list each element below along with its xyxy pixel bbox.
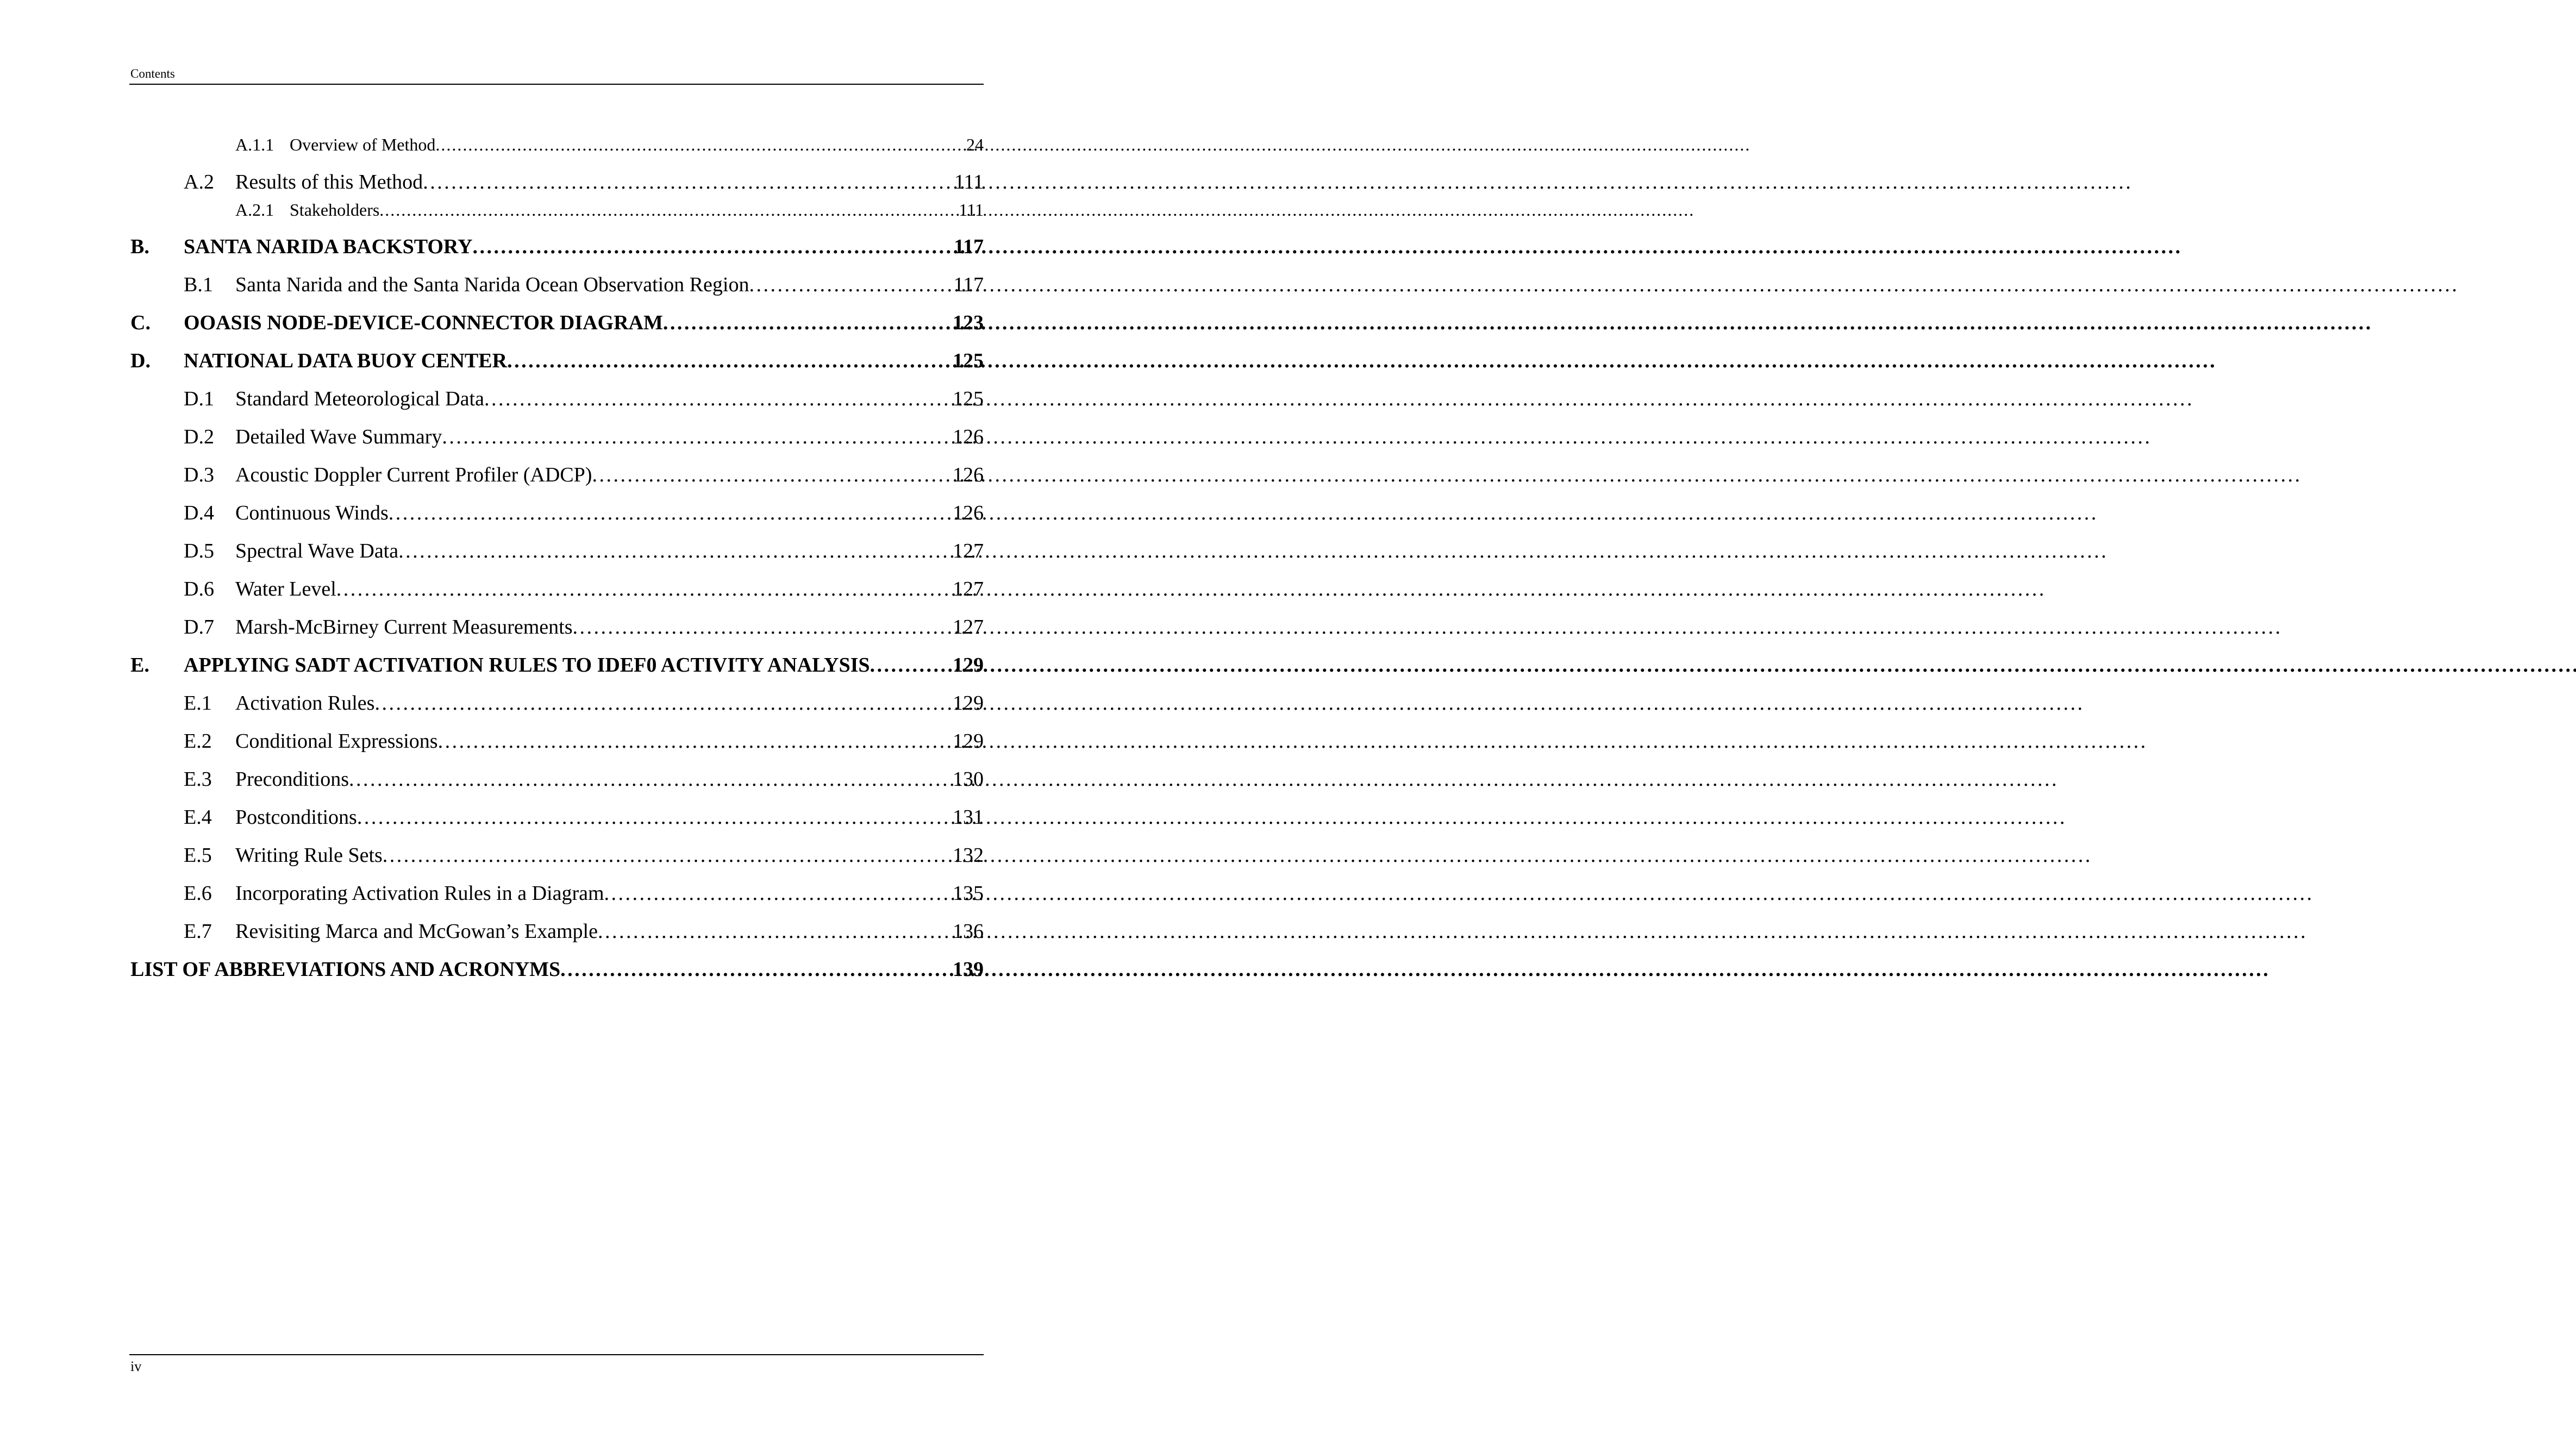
dot-leader [604,881,953,905]
toc-entry[interactable] [184,919,984,946]
toc-entry-number: D.6 [184,578,214,600]
toc-entry[interactable] [130,311,984,337]
toc-entry-number: D.1 [184,387,214,410]
dot-leader [749,273,953,297]
toc-entry-title: SANTA NARIDA BACKSTORY [184,235,473,258]
dot-leader [398,539,953,563]
toc-entry-page: 117 [953,273,984,296]
toc-entry-title: Water Level [235,578,336,600]
toc-entry-number: D.2 [184,425,214,448]
toc-entry-page: 129 [953,730,984,753]
toc-entry-number: E. [130,654,149,677]
toc-entry-page: 126 [953,425,984,448]
toc-entry-number: E.3 [184,768,212,791]
running-header: Contents [130,67,175,80]
toc-entry-title: Marsh-McBirney Current Measurements [235,616,573,638]
toc-entry-number: A.2.1 [235,200,274,220]
toc-entry-title: Conditional Expressions [235,730,438,753]
toc-entry-number: E.2 [184,730,212,753]
dot-leader [472,235,954,259]
toc-entry[interactable] [184,767,984,793]
toc-entry[interactable] [184,387,984,413]
toc-entry-number: B.1 [184,273,213,296]
dot-leader [383,843,953,867]
toc-entry-title: Results of this Method [235,171,423,193]
toc-entry-page: 126 [953,502,984,524]
toc-entry[interactable] [184,425,984,451]
toc-entry-page: 24 [966,135,984,154]
toc-entry-number: D. [130,349,151,372]
toc-entry-page: 117 [954,235,984,258]
toc-entry-title: Overview of Method [290,135,436,154]
dot-leader [357,805,953,829]
toc-entry[interactable] [184,729,984,755]
toc-entry-number: D.7 [184,616,214,638]
toc-entry-page: 131 [953,806,984,829]
toc-entry-title: Stakeholders [290,200,380,220]
toc-entry[interactable] [184,501,984,527]
toc-entry-page: 111 [959,200,984,220]
toc-entry[interactable] [184,170,984,196]
toc-entry[interactable] [130,957,984,984]
toc-entry-title: Detailed Wave Summary [235,425,442,448]
toc-entry-number: C. [130,311,151,334]
dot-leader [870,653,953,677]
toc-entry-title: Activation Rules [235,692,375,715]
toc-entry-page: 129 [953,692,984,715]
toc-entry-number: E.4 [184,806,212,829]
toc-entry-page: 130 [953,768,984,791]
toc-entry-number: D.3 [184,464,214,486]
dot-leader [442,425,953,449]
toc-entry-title: Acoustic Doppler Current Profiler (ADCP) [235,464,592,486]
toc-entry-number: E.7 [184,920,212,943]
toc-entry-number: D.5 [184,540,214,562]
dot-leader [336,577,953,601]
toc-entry[interactable] [130,235,984,261]
toc-entry[interactable] [184,615,984,641]
toc-entry-title: Standard Meteorological Data [235,387,484,410]
toc-entry-title: NATIONAL DATA BUOY CENTER [184,349,508,372]
toc-entry-title: Incorporating Activation Rules in a Diagram [235,882,604,905]
toc-entry-number: E.1 [184,692,212,715]
toc-entry-page: 127 [953,578,984,600]
toc-entry[interactable] [184,805,984,831]
toc-entry-page: 139 [953,958,984,981]
dot-leader [379,200,959,220]
toc-entry-title: LIST OF ABBREVIATIONS AND ACRONYMS [130,958,561,981]
toc-entry-title: Santa Narida and the Santa Narida Ocean Observation Region [235,273,749,296]
toc-entry-title: Writing Rule Sets [235,844,383,867]
toc-entry[interactable] [235,135,984,156]
toc-entry-number: B. [130,235,149,258]
dot-leader [598,919,953,943]
toc-entry-number: A.1.1 [235,135,274,154]
toc-entry-page: 136 [953,920,984,943]
toc-entry-page: 129 [953,654,984,677]
toc-entry[interactable] [184,463,984,489]
toc-entry-title: Preconditions [235,768,349,791]
toc-entry-page: 123 [953,311,984,334]
toc-entry-page: 135 [953,882,984,905]
dot-leader [349,767,953,791]
page-number: iv [130,1358,142,1374]
toc-entry-title: Postconditions [235,806,357,829]
toc-entry-page: 125 [953,349,984,372]
toc-entry-page: 126 [953,464,984,486]
toc-entry-number: D.4 [184,502,214,524]
toc-entry[interactable] [184,881,984,907]
toc-entry[interactable] [184,273,984,299]
dot-leader [423,170,954,194]
toc-entry[interactable] [130,653,984,679]
dot-leader [438,729,953,753]
dot-leader [592,463,953,487]
toc-entry[interactable] [184,843,984,869]
toc-entry-number: A.2 [184,171,214,193]
footer-rule [129,1354,984,1355]
dot-leader [507,349,953,373]
toc-entry-title: Revisiting Marca and McGowan’s Example [235,920,598,943]
toc-entry-title: Spectral Wave Data [235,540,399,562]
toc-entry[interactable] [130,349,984,375]
toc-entry-number: E.6 [184,882,212,905]
toc-entry-page: 111 [954,171,984,193]
toc-entry-title: Continuous Winds [235,502,389,524]
toc-entry[interactable] [184,691,984,717]
toc-entry-page: 132 [953,844,984,867]
dot-leader [663,311,953,335]
toc-entry-title: OOASIS NODE-DEVICE-CONNECTOR DIAGRAM [184,311,663,334]
toc-entry-page: 127 [953,616,984,638]
toc-entry[interactable] [184,539,984,565]
header-rule [129,84,984,85]
dot-leader [484,387,953,411]
dot-leader [389,501,953,525]
toc-entry[interactable] [235,200,984,222]
toc-entry-title: APPLYING SADT ACTIVATION RULES TO IDEF0 ACTIVITY ANALYSIS [184,654,870,677]
dot-leader [560,957,953,981]
toc-entry-number: E.5 [184,844,212,867]
toc-entry-page: 125 [953,387,984,410]
dot-leader [435,135,966,155]
dot-leader [374,691,953,715]
toc-entry-page: 127 [953,540,984,562]
dot-leader [573,615,953,639]
toc-entry[interactable] [184,577,984,603]
